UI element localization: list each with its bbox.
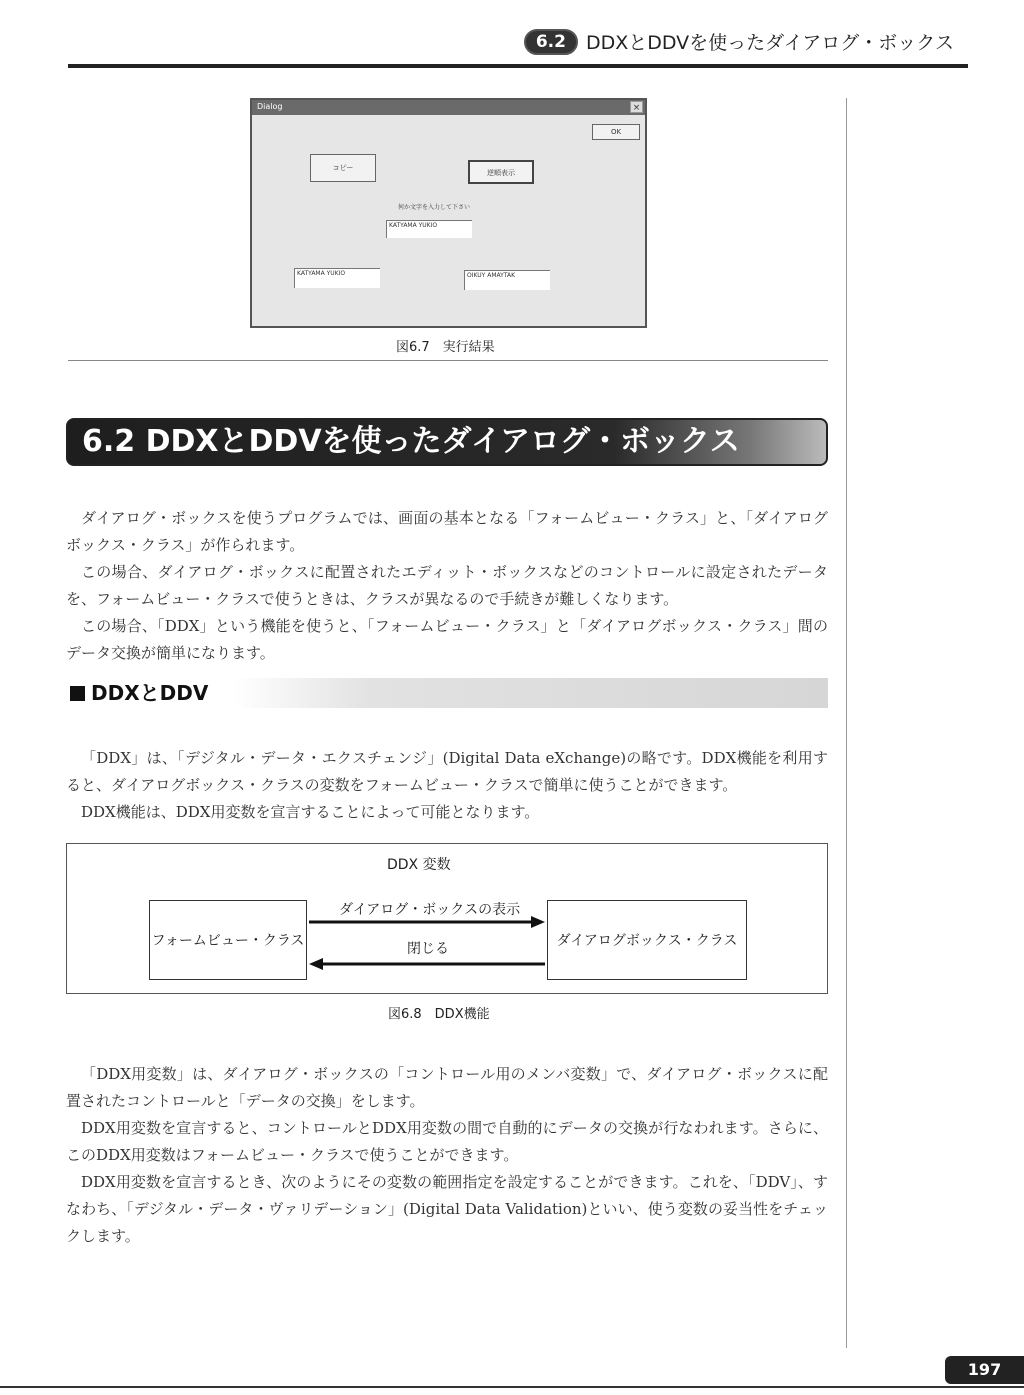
diagram-arrows <box>307 914 547 974</box>
running-header-title: DDXとDDVを使ったダイアログ・ボックス <box>585 32 954 54</box>
dialog-title: Dialog <box>257 102 283 111</box>
ddx-paragraph-1: 「DDX」は、「デジタル・データ・エクスチェンジ」(Digital Data eXchange)の略です。DDX機能を利用すると、ダイアログボックス・クラスの変数をフォームビュー・クラスで簡単に使うことができます。 <box>66 749 828 794</box>
dialog-class-box <box>547 900 747 980</box>
reverse-output-edit[interactable]: OIKUY AMAYTAK <box>464 270 550 290</box>
figure-rule <box>68 360 828 361</box>
dialog-class-label: ダイアログボックス・クラス <box>556 933 738 949</box>
intro-paragraph-2: この場合、ダイアログ・ボックスに配置されたエディット・ボックスなどのコントロールに設定されたデータを、フォームビュー・クラスで使うときは、クラスが異なるので手続きが難しくなります。 <box>66 563 828 608</box>
input-edit[interactable]: KATYAMA YUKIO <box>386 220 472 238</box>
bottom-rule <box>0 1386 1024 1388</box>
reverse-button[interactable]: 逆順表示 <box>468 160 534 184</box>
square-bullet-icon <box>70 686 85 701</box>
form-view-label: フォームビュー・クラス <box>151 933 305 949</box>
tail-paragraph-1: 「DDX用変数」は、ダイアログ・ボックスの「コントロール用のメンバ変数」で、ダイアログ・ボックスに配置されたコントロールと「データの交換」をします。 <box>66 1065 828 1110</box>
ddx-paragraph-2: DDX機能は、DDX用変数を宣言することによって可能となります。 <box>81 803 540 821</box>
copy-output-edit[interactable]: KATYAMA YUKIO <box>294 268 380 288</box>
section-badge: 6.2 <box>524 29 578 55</box>
ddx-diagram <box>66 843 828 994</box>
dialog-titlebar <box>252 100 645 115</box>
arrow-right-head-icon <box>531 916 545 928</box>
ok-button[interactable]: OK <box>592 124 640 140</box>
copy-button[interactable]: コピー <box>310 154 376 182</box>
running-header <box>524 28 954 55</box>
section-banner: 6.2 DDXとDDVを使ったダイアログ・ボックス <box>66 418 828 466</box>
subheading-text: DDXとDDV <box>91 681 209 705</box>
dialog-screenshot <box>250 98 647 328</box>
intro-paragraph-1: ダイアログ・ボックスを使うプログラムでは、画面の基本となる「フォームビュー・クラス」と、「ダイアログボックス・クラス」が作られます。 <box>66 509 828 554</box>
figure-caption-6-8: 図6.8 DDX機能 <box>388 1007 490 1022</box>
close-icon[interactable]: × <box>630 101 643 113</box>
page-number: 197 <box>945 1356 1024 1384</box>
arrow-left-label: 閉じる <box>407 941 449 957</box>
margin-rule <box>846 98 847 1348</box>
arrow-left-head-icon <box>309 958 323 970</box>
intro-paragraph-3: この場合、「DDX」という機能を使うと、「フォームビュー・クラス」と「ダイアログボックス・クラス」間のデータ交換が簡単になります。 <box>66 617 828 662</box>
figure-caption-6-7: 図6.7 実行結果 <box>396 340 495 355</box>
form-view-box <box>149 900 307 980</box>
tail-paragraph-3: DDX用変数を宣言するとき、次のようにその変数の範囲指定を設定することができます。これを、「DDV」、すなわち、「デジタル・データ・ヴァリデーション」(Digital Data Validation)といい、使う変数の妥当性をチェックします。 <box>66 1173 828 1245</box>
subheading <box>66 678 828 708</box>
prompt-label: 何か文字を入力して下さい <box>398 204 471 211</box>
tail-paragraph-2: DDX用変数を宣言すると、コントロールとDDX用変数の間で自動的にデータの交換が行なわれます。さらに、このDDX用変数はフォームビュー・クラスで使うことができます。 <box>66 1119 828 1164</box>
arrow-right-label: ダイアログ・ボックスの表示 <box>339 902 521 918</box>
header-rule <box>68 64 968 68</box>
diagram-top-label: DDX 変数 <box>387 857 451 873</box>
